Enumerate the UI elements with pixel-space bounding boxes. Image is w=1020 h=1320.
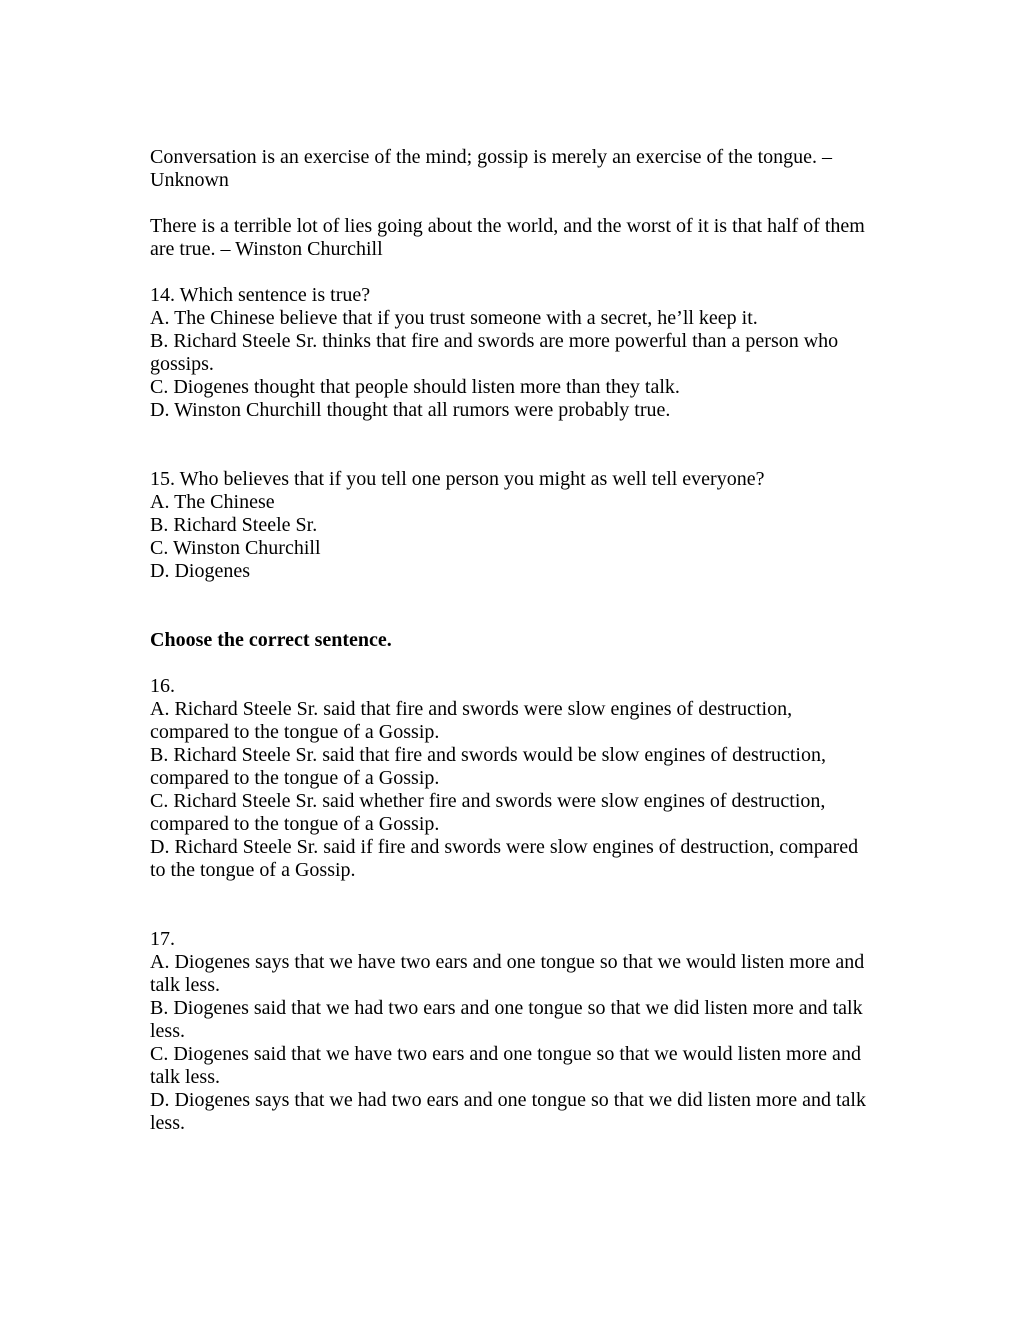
question-15-option-c: C. Winston Churchill (150, 537, 321, 559)
question-15-option-a: A. The Chinese (150, 491, 275, 513)
question-17-option-b: B. Diogenes said that we had two ears and one tongue so that we did listen more and talk less. (150, 997, 863, 1042)
question-15 (150, 468, 866, 583)
question-17-number: 17. (150, 928, 175, 950)
question-14-prompt: 14. Which sentence is true? (150, 284, 371, 306)
question-16-number: 16. (150, 675, 175, 697)
section-heading: Choose the correct sentence. (150, 629, 392, 651)
question-16-option-b: B. Richard Steele Sr. said that fire and swords would be slow engines of destruction, compared to the tongue of a Gossip. (150, 744, 826, 789)
question-16-option-d: D. Richard Steele Sr. said if fire and swords were slow engines of destruction, compared to the tongue of a Gossip. (150, 836, 859, 881)
question-17-option-c: C. Diogenes said that we have two ears and one tongue so that we would listen more and talk less. (150, 1043, 861, 1088)
question-14-option-c: C. Diogenes thought that people should listen more than they talk. (150, 376, 680, 398)
question-16-option-a: A. Richard Steele Sr. said that fire and swords were slow engines of destruction, compared to the tongue of a Gossip. (150, 698, 793, 743)
question-14 (150, 284, 866, 422)
question-14-option-d: D. Winston Churchill thought that all rumors were probably true. (150, 399, 671, 421)
document-page (150, 146, 866, 1181)
question-15-prompt: 15. Who believes that if you tell one person you might as well tell everyone? (150, 468, 765, 490)
question-17-option-d: D. Diogenes says that we had two ears and one tongue so that we did listen more and talk less. (150, 1089, 866, 1134)
question-16 (150, 675, 866, 882)
question-16-option-c: C. Richard Steele Sr. said whether fire and swords were slow engines of destruction, compared to the tongue of a Gossip. (150, 790, 826, 835)
quote-paragraph-churchill: There is a terrible lot of lies going about the world, and the worst of it is that half of them are true. – Winston Churchill (150, 215, 865, 260)
question-14-option-a: A. The Chinese believe that if you trust someone with a secret, he’ll keep it. (150, 307, 758, 329)
quote-paragraph-unknown: Conversation is an exercise of the mind; gossip is merely an exercise of the tongue. – Unknown (150, 146, 833, 191)
question-17-option-a: A. Diogenes says that we have two ears and one tongue so that we would listen more and talk less. (150, 951, 865, 996)
question-15-option-d: D. Diogenes (150, 560, 250, 582)
question-15-option-b: B. Richard Steele Sr. (150, 514, 318, 536)
question-14-option-b: B. Richard Steele Sr. thinks that fire and swords are more powerful than a person who gossips. (150, 330, 839, 375)
question-17 (150, 928, 866, 1135)
